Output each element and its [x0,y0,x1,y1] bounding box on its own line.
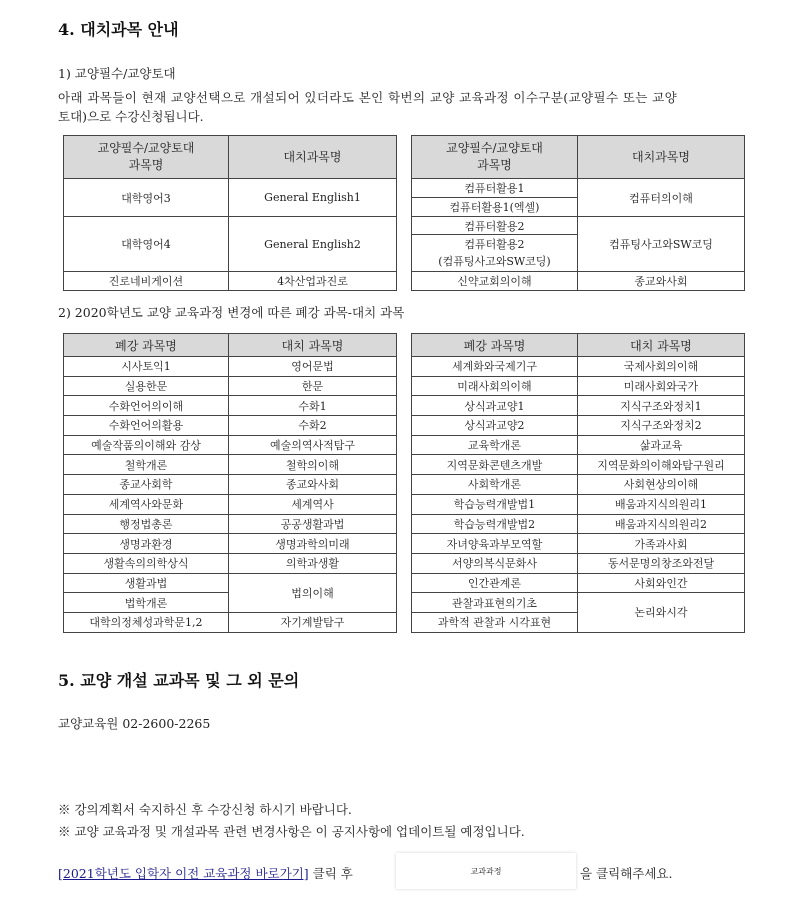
table-row [412,435,745,455]
closed-course-cell: 서양의복식문화사 [412,553,578,573]
substitute-cell: 생명과학의미래 [229,534,397,554]
table-row [412,553,745,573]
closed-course-cell: 실용한문 [64,376,229,396]
table-row [64,179,397,217]
closed-course-cell: 과학적 관찰과 시각표현 [412,612,578,632]
table-row [412,416,745,436]
closed-course-cell: 생활속의의학상식 [64,553,229,573]
closed-course-cell: 세계화와국제기구 [412,357,578,377]
table-row [412,179,745,198]
substitute-cell: 동서문명의창조와전달 [578,553,745,573]
button-after-text: 을 클릭해주세요. [580,866,673,881]
notice-2: ※ 교양 교육과정 및 개설과목 관련 변경사항은 이 공지사항에 업데이트될 예정입니다. [58,824,525,839]
closed-course-cell: 대학의정체성과학문1,2 [64,612,229,632]
substitute-cell: 컴퓨터의이해 [578,179,745,217]
substitute-cell: 4차산업과진로 [229,272,397,291]
section5-title: 5. 교양 개설 교과목 및 그 외 문의 [58,671,300,690]
table-row [64,357,397,377]
closed-course-cell: 자녀양육과부모역할 [412,534,578,554]
table-row [64,455,397,475]
table-row [64,416,397,436]
closed-course-cell: 사회학개론 [412,475,578,495]
substitute-cell: 법의이해 [229,573,397,612]
substitute-cell: 배움과지식의원리1 [578,494,745,514]
section4-title: 4. 대치과목 안내 [58,20,179,39]
table-row [64,573,397,593]
col-header-substitute: 대치과목명 [578,136,745,179]
substitute-cell: 삶과교육 [578,435,745,455]
substitute-cell: 한문 [229,376,397,396]
table-row [64,396,397,416]
closed-course-cell: 학습능력개발법1 [412,494,578,514]
substitute-cell: 사회와인간 [578,573,745,593]
substitute-cell: 의학과생활 [229,553,397,573]
col-header-substitute: 대치 과목명 [229,334,397,357]
substitute-cell: 배움과지식의원리2 [578,514,745,534]
table-row [64,534,397,554]
course-cell: 컴퓨터활용2 (컴퓨팅사고와SW코딩) [412,235,578,272]
substitute-cell: 사회현상의이해 [578,475,745,495]
substitute-cell: 수화2 [229,416,397,436]
substitute-cell: 종교와사회 [578,272,745,291]
table-row [64,272,397,291]
closed-course-cell: 생명과환경 [64,534,229,554]
closed-course-cell: 상식과교양1 [412,396,578,416]
substitute-table-right [411,135,745,291]
substitute-cell: 철학의이해 [229,455,397,475]
course-cell: 진로네비게이션 [64,272,229,291]
table-row [64,612,397,632]
table-row [64,435,397,455]
substitute-cell: General English2 [229,217,397,272]
table-row [64,475,397,495]
course-cell: 대학영어3 [64,179,229,217]
curriculum-button-label: 교과과정 [470,866,502,876]
closed-course-cell: 철학개론 [64,455,229,475]
closed-course-cell: 수화언어의활용 [64,416,229,436]
closed-course-table-left [63,333,397,633]
table-row [412,376,745,396]
table-header-row [412,136,745,179]
table-row [412,357,745,377]
description-line-2: 토대)으로 수강신청됩니다. [58,109,204,124]
substitute-cell: 종교와사회 [229,475,397,495]
table-header-row [64,136,397,179]
table-row [412,217,745,235]
course-cell: 컴퓨터활용1(엑셀) [412,198,578,217]
substitute-cell: 수화1 [229,396,397,416]
course-cell: 컴퓨터활용1 [412,179,578,198]
table-row [64,376,397,396]
substitute-cell: 영어문법 [229,357,397,377]
link-after-text: 클릭 후 [312,866,353,881]
table-row [412,475,745,495]
table-row [412,573,745,593]
col-header-closed: 폐강 과목명 [412,334,578,357]
notice-1: ※ 강의계획서 숙지하신 후 수강신청 하시기 바랍니다. [58,802,352,817]
closed-course-cell: 학습능력개발법2 [412,514,578,534]
substitute-cell: 지식구조와정치1 [578,396,745,416]
table-row [64,514,397,534]
closed-course-cell: 시사토익1 [64,357,229,377]
table-row [412,396,745,416]
curriculum-link[interactable]: [2021학년도 입학자 이전 교육과정 바로가기] [58,866,309,881]
table-row [412,534,745,554]
course-cell: 컴퓨터활용2 [412,217,578,235]
closed-course-cell: 미래사회의이해 [412,376,578,396]
description-line-1: 아래 과목들이 현재 교양선택으로 개설되어 있더라도 본인 학번의 교양 교육과정 이수구분(교양필수 또는 교양 [58,90,678,105]
substitute-cell: 컴퓨팅사고와SW코딩 [578,217,745,272]
course-cell: 대학영어4 [64,217,229,272]
substitute-cell: 국제사회의이해 [578,357,745,377]
substitute-cell: 미래사회와국가 [578,376,745,396]
closed-course-cell: 행정법총론 [64,514,229,534]
link-row [58,864,353,883]
substitute-table-left [63,135,397,291]
table-row [412,494,745,514]
table-row [64,217,397,272]
table-row [64,553,397,573]
substitute-cell: General English1 [229,179,397,217]
table-row [412,272,745,291]
closed-course-cell: 세계역사와문화 [64,494,229,514]
closed-course-cell: 교육학개론 [412,435,578,455]
closed-course-cell: 수화언어의이해 [64,396,229,416]
closed-course-cell: 법학개론 [64,593,229,613]
table-header-row [412,334,745,357]
col-header-substitute: 대치 과목명 [578,334,745,357]
closed-course-cell: 종교사회학 [64,475,229,495]
table-row [64,494,397,514]
closed-course-cell: 상식과교양2 [412,416,578,436]
substitute-cell: 예술의역사적탐구 [229,435,397,455]
curriculum-button[interactable] [396,853,576,889]
closed-course-table-right [411,333,745,633]
table-row [412,455,745,475]
table-row [412,514,745,534]
col-header-course: 교양필수/교양토대 과목명 [412,136,578,179]
col-header-course: 교양필수/교양토대 과목명 [64,136,229,179]
table-row [412,593,745,613]
closed-course-cell: 인간관계론 [412,573,578,593]
subheading-1: 1) 교양필수/교양토대 [58,66,176,81]
col-header-substitute: 대치과목명 [229,136,397,179]
closed-course-cell: 지역문화콘텐츠개발 [412,455,578,475]
substitute-cell: 지역문화의이해와탐구원리 [578,455,745,475]
closed-course-cell: 관찰과표현의기초 [412,593,578,613]
substitute-cell: 가족과사회 [578,534,745,554]
subheading-2: 2) 2020학년도 교양 교육과정 변경에 따른 폐강 과목-대치 과목 [58,305,405,320]
course-cell: 신약교회의이해 [412,272,578,291]
closed-course-cell: 예술작품의이해와 감상 [64,435,229,455]
substitute-cell: 지식구조와정치2 [578,416,745,436]
table-header-row [64,334,397,357]
substitute-cell: 세계역사 [229,494,397,514]
contact-info: 교양교육원 02-2600-2265 [58,716,211,731]
col-header-closed: 폐강 과목명 [64,334,229,357]
substitute-cell: 논리와시각 [578,593,745,632]
substitute-cell: 공공생활과법 [229,514,397,534]
substitute-cell: 자기계발탐구 [229,612,397,632]
closed-course-cell: 생활과법 [64,573,229,593]
